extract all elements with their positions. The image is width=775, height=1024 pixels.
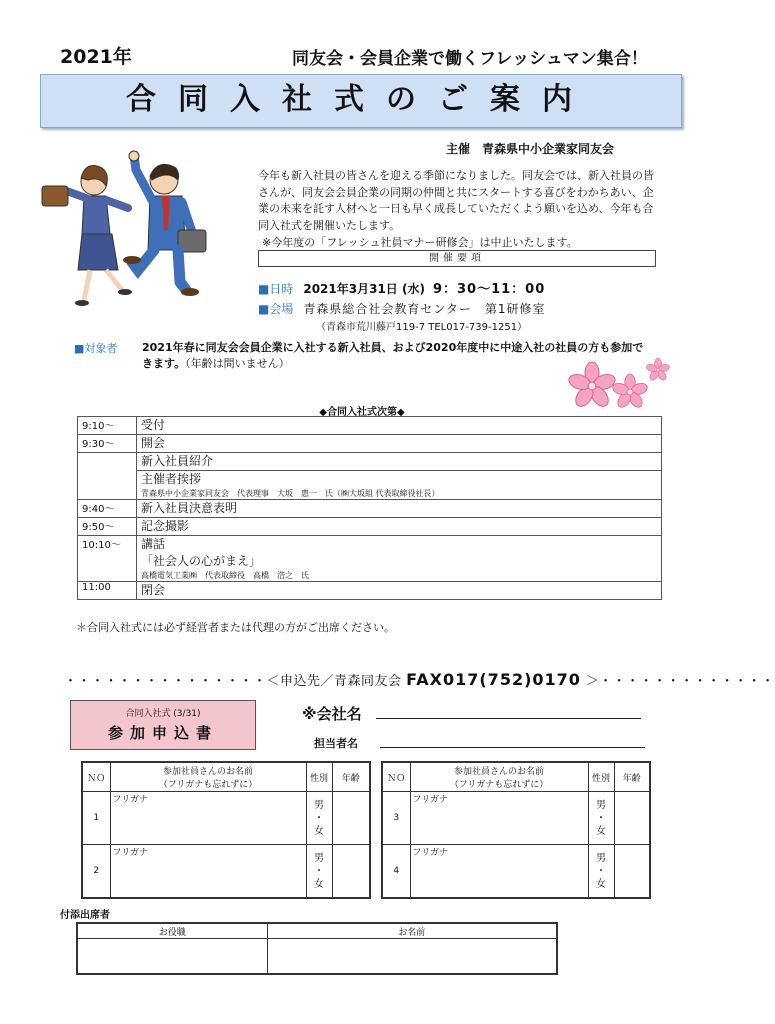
- overview-heading: 開催要項: [258, 250, 656, 267]
- notice-text: ※今年度の「フレッシュ社員マナー研修会」は中止いたします。: [262, 236, 578, 249]
- schedule-row: [78, 518, 662, 536]
- col-no: ＮＯ: [382, 762, 410, 792]
- participant-row: [382, 792, 650, 845]
- organizer: 主催 青森県中小企業家同友会: [446, 142, 615, 156]
- row-no: 2: [82, 845, 110, 899]
- subtitle: 同友会・会員企業で働くフレッシュマン集合！: [292, 49, 648, 69]
- year-label: 2021年: [60, 46, 132, 68]
- col-name-line2: （フリガナも忘れずに）: [449, 780, 549, 790]
- age-field[interactable]: [614, 792, 650, 845]
- sex-options: 男 ・ 女: [314, 799, 324, 837]
- sex-options: 男 ・ 女: [596, 852, 606, 890]
- col-sex: 性別: [588, 762, 614, 792]
- col-attendee-name: お名前: [267, 923, 557, 939]
- col-name-line2: （フリガナも忘れずに）: [158, 780, 258, 790]
- attendees-row: [77, 939, 557, 975]
- schedule-time: 9:10～: [78, 417, 137, 435]
- schedule-row: [78, 453, 662, 471]
- col-name-line1: 参加社員さんのお名前: [453, 767, 544, 777]
- schedule-row: [78, 435, 662, 453]
- sex-field[interactable]: [588, 845, 614, 899]
- schedule-time: 10:10～: [78, 536, 137, 582]
- rep-field[interactable]: [380, 747, 645, 748]
- schedule-item: 主催者挨拶: [141, 472, 202, 486]
- date-value: 2021年3月31日 (水): [303, 282, 425, 296]
- schedule-time: 9:30～: [78, 435, 137, 453]
- age-field[interactable]: [332, 845, 370, 899]
- schedule-footnote: ＊合同入社式には必ず経営者または代理の方がご出席ください。: [76, 621, 395, 634]
- col-age: 年齢: [332, 762, 370, 792]
- col-name: [410, 762, 588, 792]
- schedule-time: 9:40～: [78, 500, 137, 518]
- schedule-row: [78, 471, 662, 500]
- participant-table-right: [381, 761, 651, 899]
- participant-row: [382, 845, 650, 899]
- schedule-item: 講話: [141, 537, 166, 551]
- page-title: 合同入社式のご案内: [126, 82, 594, 117]
- schedule-item: 開会: [137, 435, 662, 453]
- row-no: 1: [82, 792, 110, 845]
- intro-text: 今年も新入社員の皆さんを迎える季節になりました。同友会では、新入社員の皆さんが、同友会会員企業の同期の仲間と共にスタートする喜びをわかちあい、企業の未来を託す人材へと一日も早く成長していただくよう願いを込め、今年も合同入社式を開催いたします。: [258, 169, 654, 232]
- fax-number: FAX017(752)0170: [406, 670, 581, 689]
- sex-field[interactable]: [306, 845, 332, 899]
- participant-header: [82, 762, 370, 792]
- schedule-table: [77, 416, 662, 600]
- row-no: 4: [382, 845, 410, 899]
- schedule-item-cell: [137, 536, 662, 582]
- schedule-time: 9:50～: [78, 518, 137, 536]
- attendees-label: 付添出席者: [60, 910, 110, 921]
- schedule-row: [78, 582, 662, 600]
- company-field[interactable]: [376, 718, 641, 719]
- col-name-line1: 参加社員さんのお名前: [162, 767, 253, 777]
- name-field[interactable]: フリガナ: [410, 792, 588, 845]
- venue-row: [258, 300, 546, 317]
- schedule-time: 11:00: [78, 582, 137, 600]
- date-row: [258, 278, 545, 297]
- target-body: 2021年春に同友会会員企業に入社する新入社員、および2020年度中に中途入社の社員の方も参加できます。: [142, 341, 644, 370]
- form-subtitle: 合同入社式 (3/31): [125, 709, 201, 719]
- col-no: ＮＯ: [82, 762, 110, 792]
- role-field[interactable]: [77, 939, 267, 975]
- schedule-title: ◆合同入社式次第◆: [319, 407, 405, 418]
- attendees-header: [77, 923, 557, 939]
- businesspeople-illustration: [36, 150, 256, 320]
- cut-line: [64, 670, 775, 689]
- sex-options: 男 ・ 女: [314, 852, 324, 890]
- schedule-sub: 青森県中小企業家同友会 代表理事 大坂 惠一 氏（㈱大坂組 代表取締役社長）: [141, 489, 440, 498]
- col-age: 年齢: [614, 762, 650, 792]
- attendee-name-field[interactable]: [267, 939, 557, 975]
- schedule-row: [78, 500, 662, 518]
- time-value: 9：30～11：00: [432, 282, 546, 297]
- sex-field[interactable]: [306, 792, 332, 845]
- schedule-item-title: 「社会人の心がまえ」: [141, 554, 262, 568]
- schedule-item: 新入社員決意表明: [137, 500, 662, 518]
- participant-row: [82, 845, 370, 899]
- schedule-item: 受付: [137, 417, 662, 435]
- venue-value: 青森県総合社会教育センター 第1研修室: [303, 302, 546, 316]
- company-label: ※会社名: [302, 705, 362, 723]
- name-field[interactable]: フリガナ: [110, 792, 306, 845]
- attendees-table: [76, 922, 558, 975]
- schedule-time: [78, 453, 137, 500]
- participant-row: [82, 792, 370, 845]
- form-title: 参加申込書: [107, 724, 218, 742]
- rep-label: 担当者名: [314, 737, 358, 750]
- schedule-item-cell: [137, 471, 662, 500]
- name-field[interactable]: フリガナ: [410, 845, 588, 899]
- schedule-row: [78, 536, 662, 582]
- age-field[interactable]: [332, 792, 370, 845]
- col-sex: 性別: [306, 762, 332, 792]
- cut-line-left: ・・・・・・・・・・・・・・・＜申込先／青森同友会: [64, 674, 402, 689]
- sex-field[interactable]: [588, 792, 614, 845]
- col-name: [110, 762, 306, 792]
- participant-header: [382, 762, 650, 792]
- date-label: ■日時: [258, 282, 294, 296]
- schedule-item: 記念撮影: [137, 518, 662, 536]
- target-note: （年齢は問いません）: [185, 357, 290, 370]
- cut-line-right: ＞・・・・・・・・・・・・・: [585, 674, 775, 689]
- schedule-item: 新入社員紹介: [137, 453, 662, 471]
- age-field[interactable]: [614, 845, 650, 899]
- row-no: 3: [382, 792, 410, 845]
- venue-label: ■会場: [258, 302, 294, 316]
- schedule-item: 閉会: [137, 582, 662, 600]
- target-label: ■対象者: [74, 342, 118, 355]
- participant-table-left: [81, 761, 371, 899]
- sex-options: 男 ・ 女: [596, 799, 606, 837]
- venue-address: （青森市荒川藤戸119-7 TEL017-739-1251）: [316, 322, 528, 333]
- schedule-sub: 高橋電気工業㈱ 代表取締役 高橋 浩之 氏: [141, 571, 309, 580]
- name-field[interactable]: フリガナ: [110, 845, 306, 899]
- col-role: お役職: [77, 923, 267, 939]
- schedule-row: [78, 417, 662, 435]
